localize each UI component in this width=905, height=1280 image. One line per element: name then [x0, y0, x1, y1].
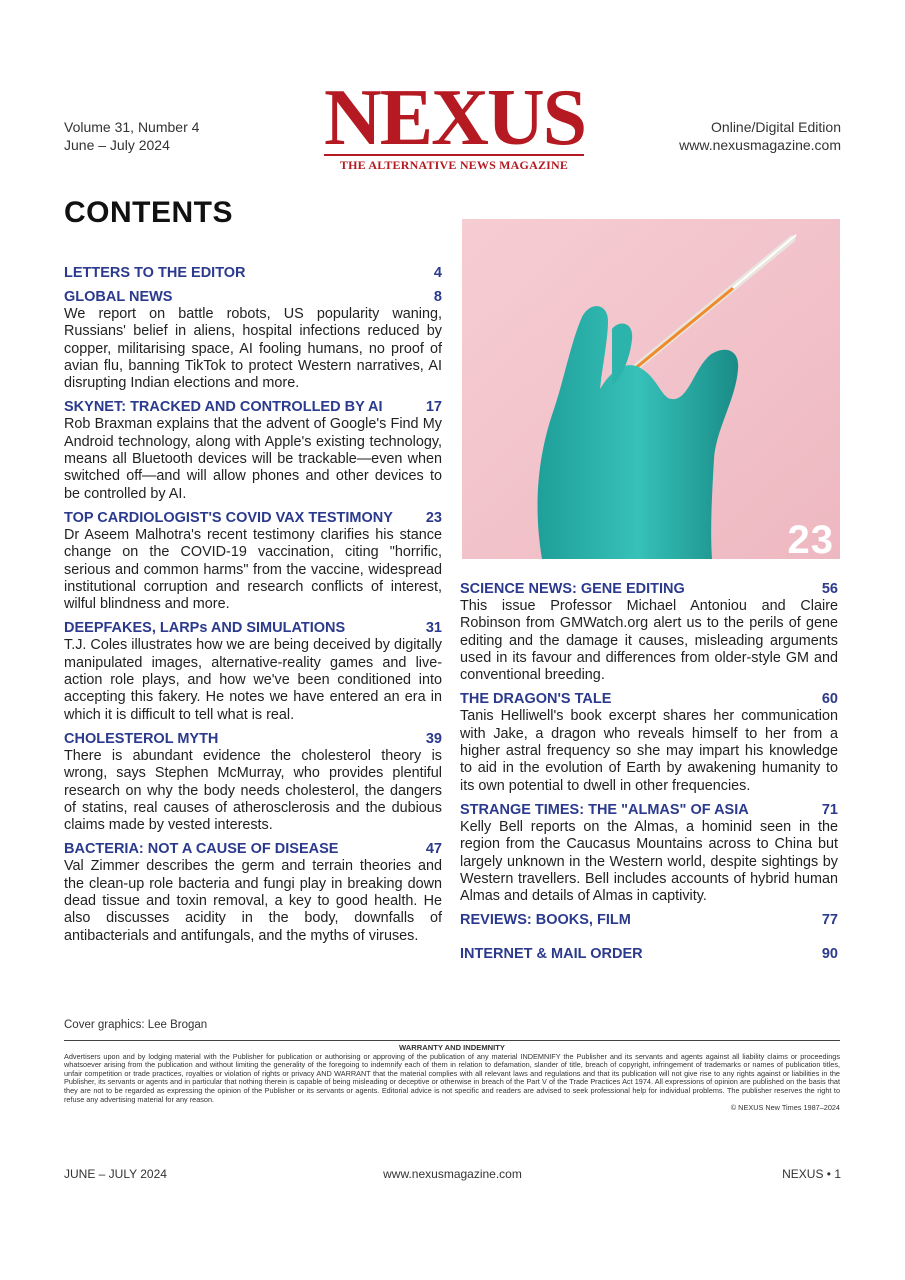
toc-entry-page: 90	[821, 946, 838, 963]
toc-entry-title: SKYNET: TRACKED AND CONTROLLED BY AI	[64, 399, 383, 416]
toc-entry-description: T.J. Coles illustrates how we are being deceived by digitally manipulated images, alternative-reality games and live-action role plays, and how we've been conditioned into accepting this fakery. He notes we have entered an era in which it is difficult to tell what is real.	[64, 637, 442, 723]
toc-entry-page: 23	[425, 509, 442, 526]
gloved-hand-syringe-illustration	[462, 219, 840, 559]
toc-entry[interactable]	[460, 945, 838, 963]
cover-page-number: 23	[787, 518, 834, 559]
toc-entry-heading[interactable]	[64, 264, 442, 282]
toc-entry-heading[interactable]	[460, 945, 838, 963]
toc-entry-heading[interactable]	[64, 619, 442, 637]
toc-entry-title: GLOBAL NEWS	[64, 289, 173, 305]
toc-entry-description: We report on battle robots, US popularity waning, Russians' belief in aliens, hospital infections reduced by copper, militarising space, AI fooling humans, no proof of avian flu, banning TikTok to protect Western narratives, AI disrupting Indian elections and more.	[64, 306, 442, 392]
toc-entry[interactable]	[460, 911, 838, 929]
toc-entry-heading[interactable]	[460, 690, 838, 708]
logo-tagline: THE ALTERNATIVE NEWS MAGAZINE	[324, 154, 584, 173]
toc-entry-page: 39	[425, 730, 442, 747]
toc-entry-page: 47	[425, 841, 442, 858]
warranty-body: Advertisers upon and by lodging material with the Publisher for publication or authorising or approving of the publication of any material INDEMNIFY the Publisher and its servants and agents against all liability claims or proceedings whatsoever arising from the publication and without limiting the generality of the foregoing to indemnify each of them in relation to defamation, slander of title, breach of copyright, infringement of trademarks or names of publication titles, unfair competition or trade practices, royalties or violation of rights or privacy AND WARRANT that the material complies with all relevant laws and regulations and that its publication will not give rise to any rights against or liabilities in the Publisher, its servants or agents and in particular that nothing therein is capable of being misleading or deceptive or otherwise in breach of the Part V of the Trade Practices Act 1974. All expressions of opinion are published on the basis that they are not to be regarded as expressing the opinion of the Publisher or its servants or agents. Editorial advice is not specific and readers are advised to seek professional help for individual problems. The publisher reserves the right to refuse any advertising material for any reason.	[64, 1051, 840, 1104]
toc-entry-page: 56	[821, 581, 838, 597]
contents-right-column	[460, 580, 838, 969]
toc-entry-page: 71	[821, 801, 838, 818]
edition-info	[679, 118, 841, 154]
volume-number: Volume 31, Number 4	[64, 119, 200, 135]
footer-page-number: NEXUS • 1	[782, 1167, 841, 1181]
toc-entry[interactable]	[460, 580, 838, 684]
toc-entry-page: 17	[425, 399, 442, 416]
toc-entry-title: BACTERIA: NOT A CAUSE OF DISEASE	[64, 841, 339, 858]
toc-entry-page: 60	[821, 691, 838, 708]
cover-credit: Cover graphics: Lee Brogan	[64, 1019, 208, 1031]
toc-entry-heading[interactable]	[64, 288, 442, 306]
toc-entry-heading[interactable]	[64, 730, 442, 748]
toc-entry-page: 31	[425, 620, 442, 637]
toc-entry-title: TOP CARDIOLOGIST'S COVID VAX TESTIMONY	[64, 509, 393, 526]
toc-entry-title: CHOLESTEROL MYTH	[64, 730, 219, 747]
contents-title: CONTENTS	[64, 196, 233, 229]
spacer	[460, 935, 838, 945]
toc-entry[interactable]	[64, 509, 442, 613]
toc-entry[interactable]	[64, 840, 442, 944]
divider	[64, 1040, 840, 1041]
toc-entry-description: Val Zimmer describes the germ and terrain theories and the clean-up role bacteria and fungi play in breaking down dead tissue and toxin removal, a key to good health. He also discusses acidity in the body, downfalls of antibacterials and antifungals, and the myths of viruses.	[64, 858, 442, 944]
warranty-title: WARRANTY AND INDEMNITY	[399, 1043, 505, 1052]
contents-left-column	[64, 264, 442, 951]
toc-entry-heading[interactable]	[64, 840, 442, 858]
warranty-notice	[64, 1044, 840, 1113]
toc-entry[interactable]	[64, 288, 442, 392]
toc-entry[interactable]	[64, 619, 442, 723]
toc-entry-heading[interactable]	[460, 580, 838, 598]
toc-entry-title: INTERNET & MAIL ORDER	[460, 946, 643, 963]
toc-entry-title: SCIENCE NEWS: GENE EDITING	[460, 581, 685, 597]
copyright-notice: © NEXUS New Times 1987–2024	[730, 1103, 840, 1113]
toc-entry-title: STRANGE TIMES: THE "ALMAS" OF ASIA	[460, 801, 749, 818]
toc-entry[interactable]	[64, 264, 442, 282]
toc-entry-description: This issue Professor Michael Antoniou and Claire Robinson from GMWatch.org alert us to the perils of gene editing and the damage it causes, misleading arguments used in its favour and differences from older-style GM and conventional breeding.	[460, 598, 838, 684]
toc-entry-title: DEEPFAKES, LARPs AND SIMULATIONS	[64, 620, 346, 637]
toc-entry-heading[interactable]	[64, 509, 442, 527]
toc-entry-page: 77	[821, 912, 838, 929]
toc-entry-page: 8	[433, 289, 442, 305]
toc-entry-title: REVIEWS: BOOKS, FILM	[460, 912, 631, 929]
cover-image[interactable]	[462, 219, 840, 559]
toc-entry-heading[interactable]	[460, 911, 838, 929]
toc-entry[interactable]	[460, 801, 838, 905]
website-link[interactable]: www.nexusmagazine.com	[679, 137, 841, 153]
toc-entry[interactable]	[64, 730, 442, 834]
logo-wordmark: NEXUS	[324, 74, 586, 162]
toc-entry-heading[interactable]	[460, 801, 838, 819]
toc-entry-description: Tanis Helliwell's book excerpt shares her communication with Jake, a dragon who reveals himself to her from a higher astral frequency so she may impart his knowledge to aid in the evolution of Earth by awakening humanity to its own potential to dwell in other frequencies.	[460, 708, 838, 794]
issue-date: June – July 2024	[64, 137, 170, 153]
toc-entry[interactable]	[64, 398, 442, 502]
toc-entry-page: 4	[433, 265, 442, 281]
footer-date: JUNE – JULY 2024	[64, 1167, 167, 1181]
toc-entry-title: LETTERS TO THE EDITOR	[64, 265, 246, 281]
toc-entry-heading[interactable]	[64, 398, 442, 416]
toc-entry-description: Kelly Bell reports on the Almas, a hominid seen in the region from the Caucasus Mountains across to China but largely unknown in the Western world, despite sightings by Western travellers. Bell includes accounts of hybrid human Almas and details of Almas in captivity.	[460, 818, 838, 905]
nexus-logo	[324, 74, 586, 173]
toc-entry[interactable]	[460, 690, 838, 794]
toc-entry-title: THE DRAGON'S TALE	[460, 691, 612, 708]
edition-label: Online/Digital Edition	[711, 119, 841, 135]
issue-info	[64, 118, 199, 154]
toc-entry-description: Rob Braxman explains that the advent of Google's Find My Android technology, along with Apple's existing technology, means all Bluetooth devices will be trackable—even when switched off—and will allow phones and other devices to be controlled by AI.	[64, 416, 442, 502]
toc-entry-description: Dr Aseem Malhotra's recent testimony clarifies his stance change on the COVID-19 vaccination, citing "horrific, serious and common harms" from the vaccine, widespread institutional corruption and research conflicts of interest, wilful blindness and more.	[64, 526, 442, 613]
toc-entry-description: There is abundant evidence the cholesterol theory is wrong, says Stephen McMurray, who provides plentiful research on why the body needs cholesterol, the dangers of statins, real causes of atherosclerosis and the dubious claims made by vested interests.	[64, 747, 442, 834]
footer-website[interactable]: www.nexusmagazine.com	[383, 1167, 522, 1181]
